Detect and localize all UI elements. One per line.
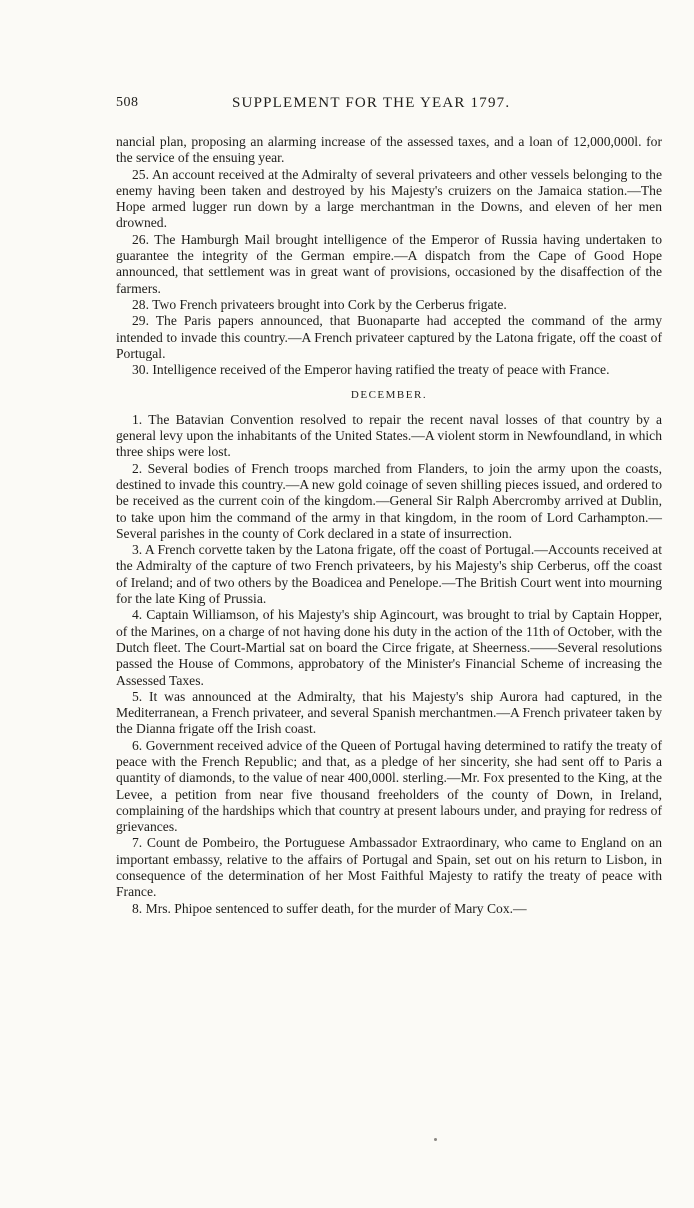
entry-text: A French corvette taken by the Latona frigate, off the coast of Portugal.—Accounts received at the Admiralty of the capture of two French privateers, by his Majesty's ship Cerberus, off the coast of Ireland; and of two others by the Boadicea and Penelope.—The British Court went into mourning for the late King of Prussia. xyxy=(116,542,662,607)
entry-text: Captain Williamson, of his Majesty's ship Agincourt, was brought to trial by Captain Hopper, of the Marines, on a charge of not having done his duty in the action of the 11th of October, with the Dutch fleet. The Court-Martial sat on board the Circe frigate, at Sheerness.——Several resolutions passed the House of Commons, approbatory of the Minister's Financial Scheme of increasing the Assessed Taxes. xyxy=(116,607,662,688)
chronicle-entry xyxy=(116,901,662,917)
entry-date: 6. xyxy=(132,737,143,753)
page-header xyxy=(116,95,662,117)
entry-date: 26. xyxy=(132,231,149,247)
entry-text: Count de Pombeiro, the Portuguese Ambassador Extraordinary, who came to England on an important embassy, relative to the affairs of Portugal and Spain, set out on his return to Lisbon, in consequence of the determination of her Most Faithful Majesty to ratify the treaty of peace with France. xyxy=(116,835,662,900)
entry-text: Several bodies of French troops marched from Flanders, to join the army upon the coasts, destined to invade this country.—A new gold coinage of seven shilling pieces issued, and ordered to be received as the current coin of the kingdom.—General Sir Ralph Abercromby arrived at Dublin, to take upon him the command of the army in that kingdom, in the room of Lord Carhampton.—Several parishes in the county of Cork declared in a state of insurrection. xyxy=(116,460,662,541)
entry-text: Intelligence received of the Emperor having ratified the treaty of peace with France. xyxy=(152,362,610,378)
chronicle-entry xyxy=(116,297,662,313)
chronicle-entry xyxy=(116,607,662,688)
chronicle-entry xyxy=(116,232,662,297)
entry-date: 25. xyxy=(132,166,149,182)
entry-text: Mrs. Phipoe sentenced to suffer death, for the murder of Mary Cox.— xyxy=(145,900,527,916)
chronicle-entry xyxy=(116,461,662,542)
entry-date: 3. xyxy=(132,542,143,558)
chronicle-entry xyxy=(116,542,662,607)
entry-text: It was announced at the Admiralty, that his Majesty's ship Aurora had captured, in the Mediterranean, a French privateer, and several Spanish merchantmen.—A French privateer taken by the Dianna frigate off the Irish coast. xyxy=(116,688,663,737)
entry-date: 2. xyxy=(132,460,143,476)
chronicle-entry xyxy=(116,362,662,378)
entry-text: nancial plan, proposing an alarming increase of the assessed taxes, and a loan of 12,000,000l. for the service of the ensuing year. xyxy=(116,134,662,166)
chronicle-entry xyxy=(116,313,662,362)
chronicle-entry xyxy=(116,167,662,232)
entry-text: The Hamburgh Mail brought intelligence of the Emperor of Russia having undertaken to guarantee the integrity of the German empire.—A dispatch from the Cape of Good Hope announced, that settlement was in great want of provisions, occasioned by the disaffection of the farmers. xyxy=(116,231,662,296)
entry-date: 4. xyxy=(132,607,143,623)
entry-date: 30. xyxy=(132,362,149,378)
entry-text: The Batavian Convention resolved to repair the recent naval losses of that country by a general levy upon the inhabitants of the United States.—A violent storm in Newfoundland, in which three ships were lost. xyxy=(116,411,662,460)
entry-date: 7. xyxy=(132,835,143,851)
page-body xyxy=(116,134,662,917)
chronicle-entry xyxy=(116,412,662,461)
entry-date: 5. xyxy=(132,688,143,704)
chronicle-entry xyxy=(116,689,662,738)
entry-text: Two French privateers brought into Cork by the Cerberus frigate. xyxy=(152,296,507,312)
section-heading-december: DECEMBER. xyxy=(350,389,428,402)
chronicle-entry xyxy=(116,134,662,167)
entry-date: 1. xyxy=(132,411,143,427)
entry-date: 28. xyxy=(132,296,149,312)
entry-date: 29. xyxy=(132,313,149,329)
chronicle-entry xyxy=(116,738,662,836)
entry-text: Government received advice of the Queen of Portugal having determined to ratify the treaty of peace with the French Republic; and that, as a pledge of her sincerity, she had sent off to Paris a quantity of diamonds, to the value of near 400,000l. sterling.—Mr. Fox presented to the King, at the Levee, a petition from near five thousand freeholders of the county of Down, in Ireland, complaining of the hardships which that country at present labours under, and praying for redress of grievances. xyxy=(116,737,663,835)
page-number: 508 xyxy=(116,95,139,110)
entry-date: 8. xyxy=(132,900,143,916)
running-title: SUPPLEMENT FOR THE YEAR 1797. xyxy=(232,95,511,111)
chronicle-entry xyxy=(116,835,662,900)
entry-text: An account received at the Admiralty of several privateers and other vessels belonging to the enemy having been taken and destroyed by his Majesty's cruizers on the Jamaica station.—The Hope armed lugger run down by a large merchantman in the Downs, and eleven of her men drowned. xyxy=(116,166,663,231)
entry-text: The Paris papers announced, that Buonaparte had accepted the command of the army intended to invade this country.—A French privateer captured by the Latona frigate, off the coast of Portugal. xyxy=(116,313,662,361)
ink-speck xyxy=(434,1138,437,1141)
